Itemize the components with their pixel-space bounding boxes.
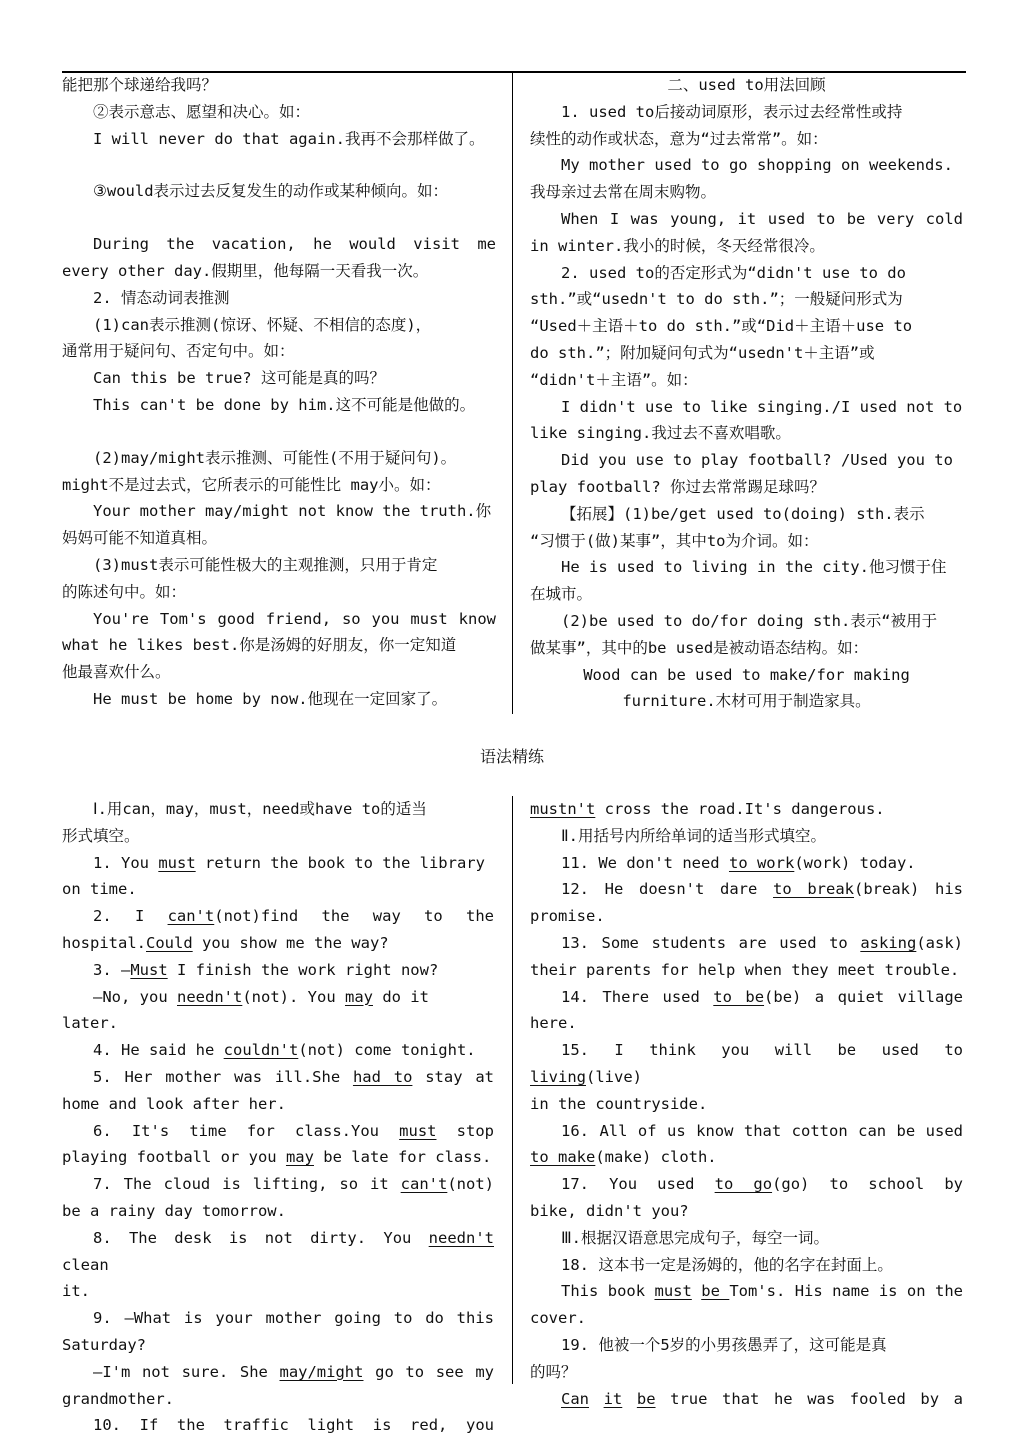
text-line: play football? 你过去常常踢足球吗？ <box>530 477 825 496</box>
text-fragment: 18. 这本书一定是汤姆的，他的名字在封面上。 <box>561 1255 893 1274</box>
text-line: 我母亲过去常在周末购物。 <box>530 183 717 202</box>
text-fragment: 4. He said he <box>93 1041 224 1060</box>
text-fragment: 14. There used <box>561 987 714 1006</box>
text-line <box>62 1198 494 1225</box>
answer-blank: mustn't <box>530 800 596 818</box>
text-line: 做某事”，其中的be used是被动语态结构。如： <box>530 638 869 657</box>
text-line <box>530 1359 963 1386</box>
text-line <box>62 823 494 850</box>
text-fragment: their parents for help when they meet trouble. <box>530 960 960 979</box>
text-fragment: I finish the work right now? <box>167 960 439 979</box>
text-line: furniture.木材可用于制造家具。 <box>622 692 871 711</box>
text-fragment: 16. All of us know that cotton can be used <box>561 1121 963 1140</box>
text-line: might不是过去式，它所表示的可能性比 may小。如： <box>62 475 441 494</box>
paragraph-spacer <box>62 205 496 231</box>
text-line <box>530 1305 963 1332</box>
text-line <box>530 984 963 1011</box>
text-fragment: Ⅲ.根据汉语意思完成句子，每空一词。 <box>561 1228 830 1247</box>
text-fragment: promise. <box>530 907 605 926</box>
text-fragment: (live) <box>586 1067 642 1086</box>
text-line: (2)may/might表示推测、可能性(不用于疑问句)。 <box>93 448 457 467</box>
text-line: every other day.假期里，他每隔一天看我一次。 <box>62 261 429 280</box>
answer-blank: to make <box>530 1148 596 1167</box>
text-fragment: 5. Her mother was ill.She <box>93 1067 353 1086</box>
text-line <box>62 876 494 903</box>
text-fragment: grandmother. <box>62 1389 174 1408</box>
text-fragment: 形式填空。 <box>62 826 140 845</box>
text-line <box>62 1037 494 1064</box>
text-line <box>62 1305 494 1332</box>
text-line <box>530 1386 963 1413</box>
text-fragment: 7. The cloud is lifting, so it <box>93 1175 401 1194</box>
answer-blank: be <box>701 1282 730 1301</box>
text-line: 能把那个球递给我吗？ <box>62 76 218 94</box>
text-line <box>62 850 494 877</box>
column-divider-lower <box>512 796 513 1384</box>
text-line: During the vacation, he would visit me <box>93 235 496 254</box>
answer-blank: can't <box>167 907 215 926</box>
text-line: This can't be done by him.这不可能是他做的。 <box>93 395 476 414</box>
text-fragment: in the countryside. <box>530 1094 708 1113</box>
text-line: Can this be true? 这可能是真的吗？ <box>93 369 385 388</box>
text-fragment: be late for class. <box>313 1148 492 1167</box>
answer-blank: had to <box>352 1067 413 1086</box>
text-fragment: —No, you <box>93 987 177 1006</box>
answer-blank: it <box>603 1389 623 1408</box>
answer-blank: needn't <box>428 1228 494 1247</box>
text-line <box>62 930 494 957</box>
column-divider-upper <box>512 72 513 714</box>
text-line <box>530 1144 963 1171</box>
text-fragment: 11. We don't need <box>561 853 729 872</box>
text-fragment: 19. 他被一个5岁的小男孩愚弄了，这可能是真 <box>561 1335 887 1354</box>
text-line: like singing.我过去不喜欢唱歌。 <box>530 424 791 443</box>
text-line: (2)be used to do/for doing sth.表示“被用于 <box>561 611 938 630</box>
text-line <box>530 876 963 903</box>
text-line <box>62 1091 494 1118</box>
text-fragment: playing football or you <box>62 1148 286 1167</box>
text-line <box>530 850 963 877</box>
text-fragment: (make) cloth. <box>595 1148 717 1167</box>
text-line <box>62 1225 494 1279</box>
answer-blank: living <box>530 1067 586 1086</box>
answer-blank: can't <box>400 1175 448 1194</box>
text-fragment: (not) come tonight. <box>298 1041 476 1060</box>
text-fragment: return the book to the library <box>195 853 485 872</box>
text-line <box>62 1332 494 1359</box>
text-line: 通常用于疑问句、否定句中。如： <box>62 342 295 361</box>
text-line <box>62 957 494 984</box>
text-line: (1)can表示推测(惊讶、怀疑、不相信的态度)， <box>93 315 432 334</box>
text-line: 1. used to后接动词原形，表示过去经常性或持 <box>561 102 903 121</box>
text-fragment: bike, didn't you? <box>530 1201 689 1220</box>
answer-blank: asking <box>860 933 917 952</box>
text-line <box>62 1386 494 1413</box>
text-line: do sth.”；附加疑问句式为“usedn't＋主语”或 <box>530 343 875 362</box>
text-line <box>530 1278 963 1305</box>
text-line: I will never do that again.我再不会那样做了。 <box>93 129 485 148</box>
answer-blank: may <box>344 987 373 1006</box>
text-line <box>530 1171 963 1198</box>
answer-blank: Must <box>130 960 168 979</box>
text-fragment <box>589 1390 604 1408</box>
text-line: 二、used to用法回顾 <box>667 76 826 94</box>
text-fragment: Tom's. His name is on the <box>729 1282 963 1301</box>
text-fragment: 13. Some students are used to <box>561 933 861 952</box>
text-line: 的陈述句中。如： <box>62 582 187 601</box>
text-line <box>530 1118 963 1145</box>
text-line: Your mother may/might not know the truth.你 <box>93 502 492 521</box>
text-line: “Used＋主语＋to do sth.”或“Did＋主语＋use to <box>530 317 913 336</box>
text-fragment <box>692 1282 701 1300</box>
text-fragment: stay at <box>412 1067 495 1086</box>
text-line <box>62 1144 494 1171</box>
text-fragment: on time. <box>62 880 137 899</box>
text-line: ②表示意志、愿望和决心。如： <box>93 102 311 121</box>
text-fragment: you show me the way? <box>192 933 389 952</box>
text-fragment: Ⅱ.用括号内所给单词的适当形式填空。 <box>561 826 826 845</box>
text-line: 在城市。 <box>530 585 593 604</box>
text-line <box>530 823 963 850</box>
text-fragment: 15. I think you will be used to <box>561 1041 963 1060</box>
text-fragment: 9. —What is your mother going to do this <box>93 1309 494 1328</box>
answer-blank: to work <box>728 853 795 872</box>
text-fragment: Ⅰ.用can，may，must，need或have to的适当 <box>93 800 427 818</box>
text-line <box>62 1171 494 1198</box>
text-line <box>62 1118 494 1145</box>
text-fragment: 8. The desk is not dirty. You <box>93 1228 429 1247</box>
text-line: Did you use to play football? /Used you to <box>561 451 953 470</box>
text-line: in winter.我小的时候，冬天经常很冷。 <box>530 236 825 255</box>
text-line <box>62 1359 494 1386</box>
answer-blank: may/might <box>279 1362 364 1381</box>
text-line <box>530 796 963 823</box>
text-fragment: 10. If the traffic light is red, you <box>93 1416 494 1435</box>
text-line: (3)must表示可能性极大的主观推测，只用于肯定 <box>93 555 438 574</box>
text-fragment: be a rainy day tomorrow. <box>62 1201 286 1220</box>
text-fragment: true that he was fooled by a <box>655 1389 963 1408</box>
text-line: sth.”或“usedn't to do sth.”；一般疑问形式为 <box>530 290 903 309</box>
answer-blank: needn't <box>177 987 243 1006</box>
text-line <box>62 1278 494 1305</box>
answer-blank: to go <box>714 1175 773 1194</box>
text-fragment: go to see my <box>363 1362 494 1381</box>
paragraph-spacer <box>62 419 496 445</box>
text-fragment: hospital. <box>62 933 146 952</box>
text-line <box>530 957 963 984</box>
answer-blank: to be <box>713 987 765 1006</box>
text-line <box>62 1064 494 1091</box>
text-line: He must be home by now.他现在一定回家了。 <box>93 689 448 708</box>
text-line <box>530 1010 963 1037</box>
text-fragment: cross the road.It's dangerous. <box>595 800 885 818</box>
exercise-left-column <box>62 796 494 1439</box>
text-line: He is used to living in the city.他习惯于住 <box>561 558 947 577</box>
text-fragment: here. <box>530 1014 577 1033</box>
text-fragment: (be) a quiet village <box>764 987 963 1006</box>
text-fragment: (not)find the way to the <box>214 907 494 926</box>
text-fragment: —I'm not sure. She <box>93 1362 280 1381</box>
text-line: 他最喜欢什么。 <box>62 663 171 682</box>
answer-blank: be <box>636 1389 656 1408</box>
text-line: 2. 情态动词表推测 <box>93 288 230 307</box>
text-line <box>62 903 494 930</box>
text-fragment: cover. <box>530 1309 586 1328</box>
text-line: 【拓展】(1)be/get used to(doing) sth.表示 <box>561 504 925 523</box>
text-fragment: Saturday? <box>62 1335 146 1354</box>
text-fragment: (break) his <box>854 880 964 899</box>
answer-blank: Could <box>146 933 193 952</box>
text-fragment: 6. It's time for class.You <box>93 1121 400 1140</box>
answer-blank: couldn't <box>223 1041 299 1060</box>
text-line <box>530 930 963 957</box>
text-fragment: home and look after her. <box>62 1094 286 1113</box>
text-line <box>530 1332 963 1359</box>
text-line: I didn't use to like singing./I used not to <box>561 397 963 416</box>
answer-blank: must <box>654 1282 692 1301</box>
text-line <box>530 1037 963 1091</box>
answer-blank: may <box>285 1148 314 1167</box>
exercise-right-column <box>530 796 963 1412</box>
paragraph-spacer <box>62 152 496 178</box>
text-line: “didn't＋主语”。如： <box>530 370 698 389</box>
text-line <box>530 1225 963 1252</box>
text-fragment: 2. I <box>93 907 168 926</box>
text-fragment: 1. You <box>93 853 159 872</box>
text-fragment: 的吗？ <box>530 1362 577 1381</box>
text-fragment: clean <box>62 1255 109 1274</box>
grammar-notes-left-column <box>62 72 496 713</box>
text-line: “习惯于(做)某事”，其中to为介词。如： <box>530 531 819 550</box>
text-fragment: This book <box>561 1282 655 1301</box>
text-line: When I was young, it used to be very cold <box>561 209 963 228</box>
answer-blank: Can <box>561 1389 589 1408</box>
text-line: You're Tom's good friend, so you must know <box>93 609 496 628</box>
text-line <box>530 1198 963 1225</box>
text-line: My mother used to go shopping on weekends. <box>561 156 953 175</box>
text-line <box>530 1252 963 1279</box>
text-fragment: (ask) <box>916 933 963 952</box>
text-line: 2. used to的否定形式为“didn't use to do <box>561 263 906 282</box>
text-fragment: 17. You used <box>561 1175 715 1194</box>
text-line: Wood can be used to make/for making <box>583 665 910 684</box>
text-fragment <box>622 1390 637 1408</box>
text-fragment: stop <box>436 1121 494 1140</box>
text-line <box>62 984 494 1038</box>
text-fragment: (go) to school by <box>772 1175 963 1194</box>
text-fragment: (not) <box>447 1175 494 1194</box>
text-line <box>62 796 494 823</box>
text-line: what he likes best.你是汤姆的好朋友，你一定知道 <box>62 636 457 655</box>
text-line: 妈妈可能不知道真相。 <box>62 529 218 548</box>
answer-blank: must <box>399 1121 437 1140</box>
used-to-review-column <box>530 72 963 715</box>
text-fragment: (not). You <box>242 987 345 1006</box>
text-line <box>530 903 963 930</box>
text-fragment: (work) today. <box>794 853 916 872</box>
text-line: 续性的动作或状态，意为“过去常常”。如： <box>530 129 828 148</box>
answer-blank: must <box>158 853 196 872</box>
answer-blank: to break <box>773 880 855 899</box>
text-line <box>62 1412 494 1439</box>
text-line <box>530 1091 963 1118</box>
text-line: ③would表示过去反复发生的动作或某种倾向。如： <box>93 182 449 201</box>
section-title: 语法精练 <box>479 747 544 766</box>
text-fragment: it. <box>62 1282 90 1301</box>
text-fragment: 3. — <box>93 960 131 979</box>
text-fragment: do it later. <box>62 987 429 1033</box>
text-fragment: 12. He doesn't dare <box>561 880 774 899</box>
